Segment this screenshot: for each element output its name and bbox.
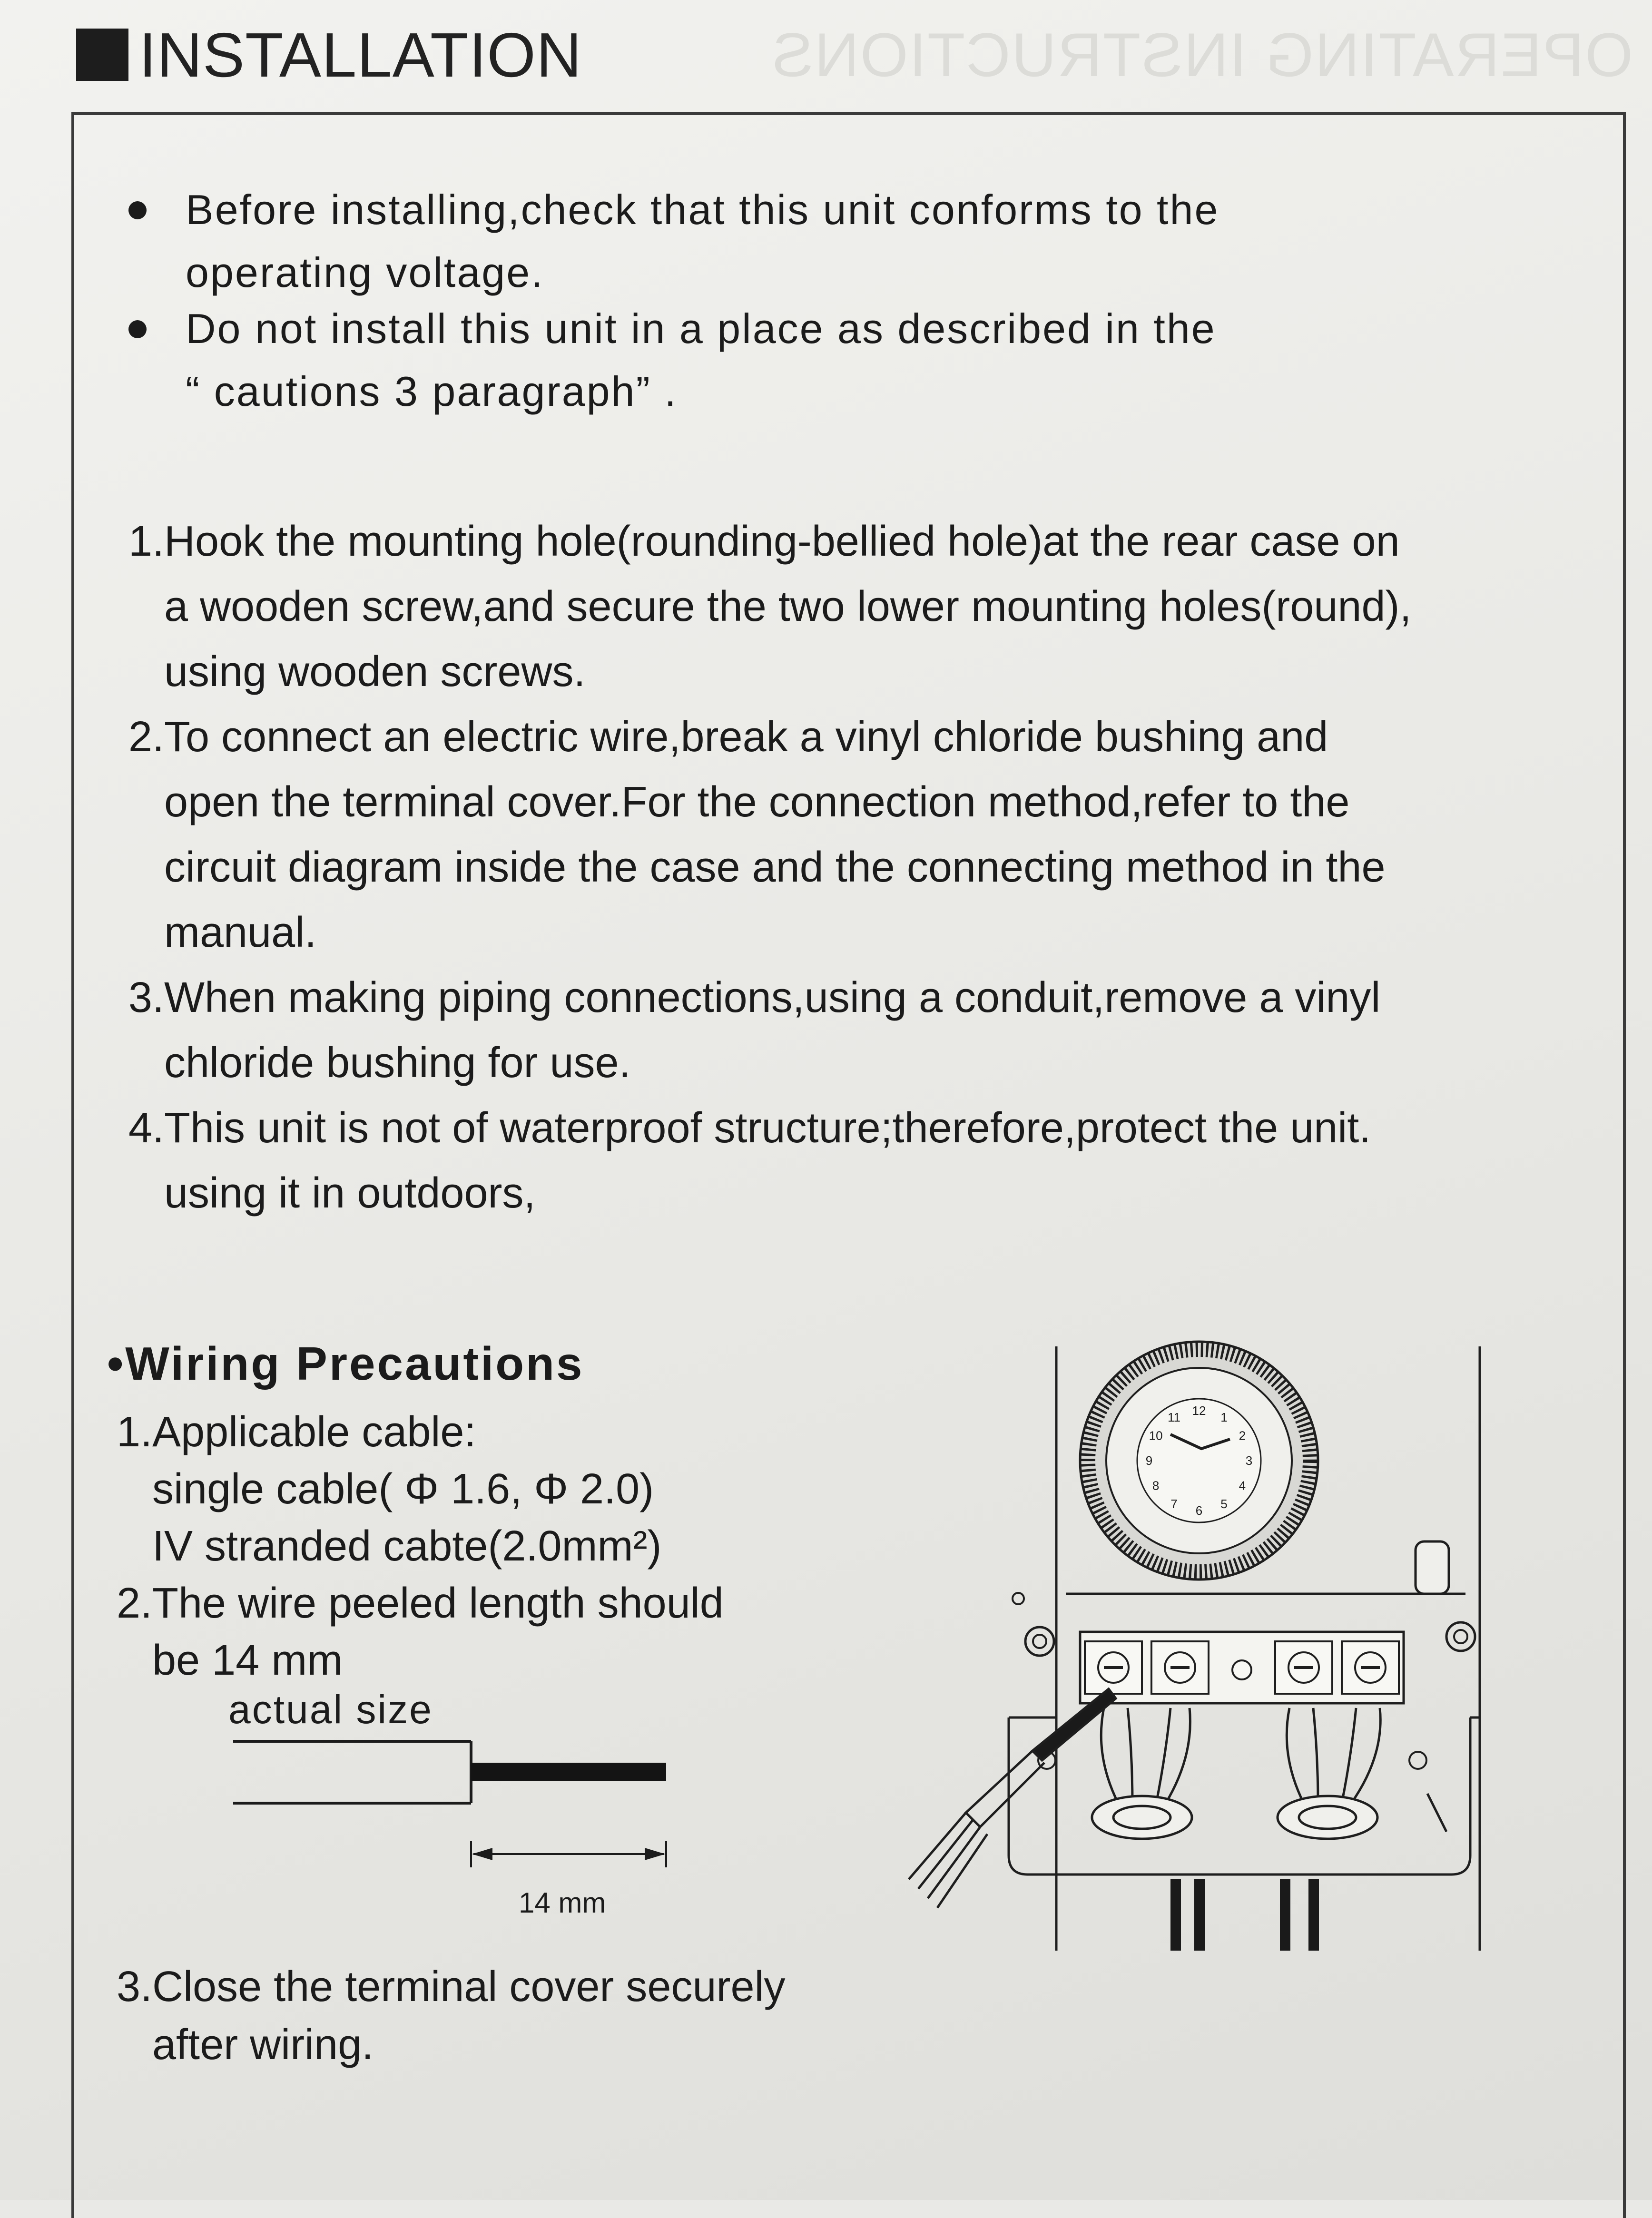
bullet-line: Before installing,check that this unit conforms to the: [186, 186, 1219, 233]
wiring-list: [107, 1403, 849, 1689]
dial-number: 7: [1170, 1496, 1178, 1511]
wiring-line: after wiring.: [152, 2021, 374, 2069]
dial-number: 11: [1168, 1410, 1180, 1425]
dimension-label: 14 mm: [519, 1887, 606, 1919]
cable-bushings-icon: [1092, 1796, 1377, 1839]
wiring-line: The wire peeled length should: [152, 1580, 724, 1627]
step-line: using wooden screws.: [164, 648, 586, 696]
step-line: open the terminal cover.For the connection method,refer to the: [164, 778, 1350, 826]
mounting-hole-right-icon: [1446, 1622, 1475, 1651]
section-title: INSTALLATION: [139, 20, 582, 90]
time-dial: [1080, 1342, 1318, 1580]
mounting-hole-right-inner: [1454, 1630, 1467, 1643]
dial-number: 1: [1220, 1410, 1228, 1425]
bullet-dot-icon: [128, 201, 147, 219]
wire-diagram: [224, 1732, 680, 1884]
step-number: 3.: [128, 974, 164, 1021]
cable-leads: [1170, 1879, 1319, 1951]
dial-number: 10: [1149, 1428, 1163, 1443]
arrow-left-icon: [472, 1848, 492, 1860]
bullet-line: “ cautions 3 paragraph” .: [186, 368, 678, 415]
step-4: [121, 1096, 1549, 1226]
bare-conductor: [471, 1763, 666, 1781]
step-line: Hook the mounting hole(rounding-bellied hole)at the rear case on: [164, 518, 1400, 565]
screw-hole-icon: [1013, 1593, 1024, 1604]
bullet-cautions: [128, 297, 1216, 423]
step-number: 1.: [128, 518, 164, 565]
lower-hole-right-icon: [1409, 1752, 1426, 1769]
dial-number: 12: [1192, 1403, 1206, 1418]
bullet-line: Do not install this unit in a place as described in the: [186, 305, 1216, 352]
mounting-hole-left-inner: [1033, 1635, 1046, 1648]
step-3: [121, 965, 1549, 1096]
dial-number: 8: [1152, 1478, 1160, 1493]
bullet-dot-icon: [128, 320, 147, 338]
dial-number: 3: [1245, 1453, 1253, 1468]
show-through-text: OPERATING INSTRUCTIONS: [771, 20, 1633, 89]
terminal-cover-outline: [1009, 1717, 1470, 1875]
wiring-number: 1.: [116, 1408, 152, 1456]
dial-number: 4: [1239, 1478, 1246, 1493]
dial-number: 5: [1220, 1496, 1228, 1511]
wiring-line: IV stranded cabte(2.0mm²): [152, 1522, 662, 1570]
wiring-item-2: [107, 1575, 849, 1689]
installation-steps: [121, 509, 1549, 1226]
actual-size-label: actual size: [228, 1687, 433, 1732]
bullet-line: operating voltage.: [186, 249, 544, 296]
wiring-item-1: [107, 1403, 849, 1575]
step-line: To connect an electric wire,break a vinyl chloride bushing and: [164, 713, 1328, 761]
step-line: a wooden screw,and secure the two lower mounting holes(round),: [164, 583, 1412, 630]
wiring-number: 2.: [116, 1580, 152, 1627]
step-line: This unit is not of waterproof structure;therefore,protect the unit.: [164, 1104, 1371, 1152]
wiring-precautions-heading: •Wiring Precautions: [107, 1337, 584, 1390]
bullet-voltage: [128, 178, 1219, 304]
wiring-number: 3.: [116, 1963, 152, 2011]
section-header: [76, 14, 582, 95]
step-line: circuit diagram inside the case and the connecting method in the: [164, 844, 1386, 891]
wiring-line: single cable( Φ 1.6, Φ 2.0): [152, 1465, 654, 1513]
dial-number: 2: [1239, 1428, 1246, 1443]
wiring-line: Applicable cable:: [152, 1408, 476, 1456]
switch-icon: [1416, 1541, 1449, 1594]
step-1: [121, 509, 1549, 705]
step-line: using it in outdoors,: [164, 1169, 536, 1217]
wiring-line: be 14 mm: [152, 1637, 343, 1684]
dial-number: 9: [1145, 1453, 1153, 1468]
cover-notch: [1427, 1794, 1446, 1832]
wiring-line: Close the terminal cover securely: [152, 1963, 786, 2011]
wiring-item-3: [107, 1958, 786, 2074]
step-2: [121, 705, 1549, 965]
step-line: manual.: [164, 909, 317, 956]
header-square-icon: [76, 29, 128, 81]
conductor-wires: [1101, 1708, 1380, 1803]
step-line: chloride bushing for use.: [164, 1039, 631, 1087]
step-number: 4.: [128, 1104, 164, 1152]
step-number: 2.: [128, 713, 164, 761]
arrow-right-icon: [645, 1848, 665, 1860]
timer-wiring-illustration: [799, 1337, 1494, 1970]
mounting-hole-left-icon: [1025, 1627, 1054, 1656]
dial-number: 6: [1195, 1503, 1203, 1518]
step-line: When making piping connections,using a conduit,remove a vinyl: [164, 974, 1381, 1021]
